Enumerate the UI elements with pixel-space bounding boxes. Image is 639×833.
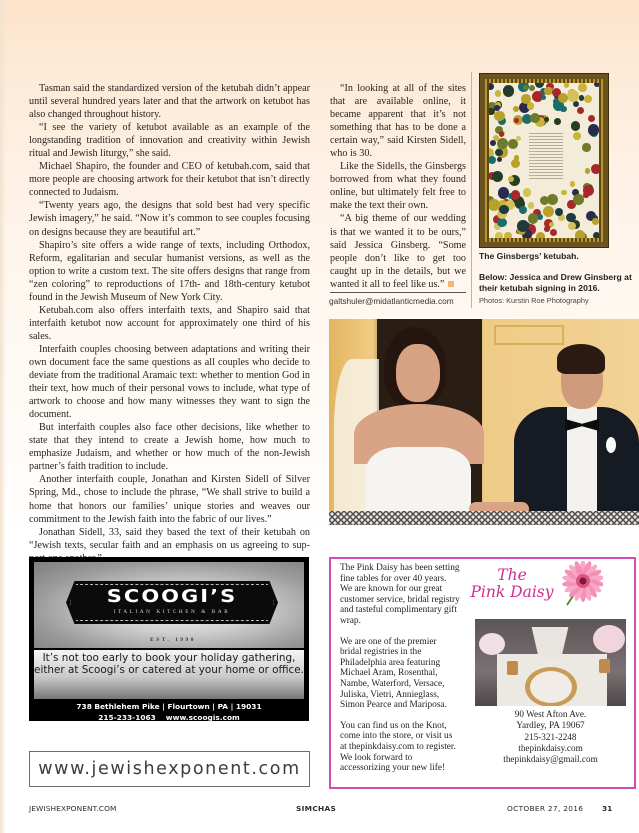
ketubah-decorative-dot xyxy=(517,220,529,232)
ketubah-decorative-dot xyxy=(511,190,520,199)
photo-wall-panel xyxy=(494,325,564,345)
ketubah-decorative-dot xyxy=(592,218,599,225)
ketubah-decorative-dot xyxy=(529,85,535,91)
scoogis-phone-web xyxy=(34,712,304,723)
article-paragraph: Interfaith couples choosing between adaptations and writing their own document face the same questions as all couples who decide to deviate from the traditional Aramaic text: whether to mention God in their text, how much of their personal vows to include, what type of artwork to choose and how many witnesses they want to sign the document. xyxy=(29,343,310,421)
pink-daisy-street: 90 West Afton Ave. xyxy=(514,709,587,719)
photo-boutonniere xyxy=(606,437,616,453)
ketubah-decorative-dot xyxy=(583,185,594,196)
pink-daisy-phone: 215-321-2248 xyxy=(524,731,577,742)
article-paragraph: Another interfaith couple, Jonathan and Kirsten Sidell of Silver Spring, Md., chose to include the phrase, “We shall strive to build a home that honors our families’ unique stories and weaves our commitment to the Jewish faith into the fabric of our lives.” xyxy=(29,474,310,525)
ketubah-decorative-dot xyxy=(549,222,554,227)
ketubah-decorative-dot xyxy=(543,206,554,217)
scoogis-ad[interactable] xyxy=(29,557,309,721)
pink-daisy-flower-icon xyxy=(557,561,603,607)
photo-plate xyxy=(530,671,572,703)
ketubah-decorative-dot xyxy=(528,202,534,208)
pink-daisy-description xyxy=(340,563,460,784)
ketubah-decorative-dot xyxy=(495,149,503,157)
ketubah-decorative-dot xyxy=(564,83,570,88)
end-of-article-mark-icon xyxy=(448,281,454,287)
ketubah-decorative-dot xyxy=(561,190,566,195)
ketubah-decorative-dot xyxy=(555,208,563,216)
scoogis-ad-background xyxy=(34,562,304,648)
article-paragraph-text: “A big theme of our wedding is that we wanted it to be ours,” said Jessica Ginsberg. “Some people don’t like to get too caught up in the details, but we wanted it all to feel like us.” xyxy=(330,213,466,290)
photo-table xyxy=(329,511,639,525)
pink-daisy-logo xyxy=(464,567,560,601)
ketubah-decorative-dot xyxy=(489,156,496,164)
article-paragraph-last xyxy=(330,212,466,290)
ketubah-decorative-dot xyxy=(495,232,503,238)
byline-divider xyxy=(330,292,466,293)
ketubah-decorative-dot xyxy=(523,85,528,90)
ketubah-decorative-dot xyxy=(490,140,496,146)
ketubah-decorative-dot xyxy=(577,107,584,114)
ketubah-text-block xyxy=(529,133,563,179)
ketubah-decorative-dot xyxy=(528,213,538,223)
ketubah-decorative-dot xyxy=(514,155,519,160)
pink-daisy-website-link[interactable]: thepinkdaisy.com xyxy=(518,742,583,753)
pink-daisy-logo-line1: The xyxy=(497,566,527,584)
article-paragraph: “In looking at all of the sites that are available online, it became apparent that it’s not something that has to be done a certain way,” said Kirsten Sidell, who is 30. xyxy=(330,83,466,160)
article-paragraph: Jonathan Sidell, 33, said they based the text of their ketubah on “Jewish texts, secular faith and an emphasis on us agreeing to sup xyxy=(29,526,310,551)
ketubah-decorative-dot xyxy=(582,143,590,151)
ketubah-decorative-dot xyxy=(499,205,509,215)
column-divider xyxy=(471,72,472,308)
pink-daisy-paragraph: You can find us on the Knot, come into the store, or visit us at thepinkdaisy.com to register. We look forward to accessorizing your new life! xyxy=(340,720,456,774)
ketubah-caption: The Ginsbergs’ ketubah. xyxy=(479,251,579,261)
ketubah-image xyxy=(479,73,609,248)
scoogis-phone: 215-233-1063 xyxy=(98,713,156,722)
ketubah-decorative-dot xyxy=(497,138,508,149)
ketubah-decorative-dot xyxy=(489,83,494,90)
photo-flowers-right xyxy=(593,625,625,653)
pink-daisy-contact xyxy=(475,709,626,765)
footer-date: OCTOBER 27, 2016 xyxy=(507,804,584,813)
ketubah-decorative-dot xyxy=(547,194,558,205)
ketubah-decorative-dot xyxy=(544,226,550,232)
ketubah-decorative-dot xyxy=(593,232,599,238)
ketubah-decorative-dot xyxy=(570,181,576,187)
pink-daisy-email-link[interactable]: thepinkdaisy@gmail.com xyxy=(503,754,598,765)
article-paragraph: Tasman said the standardized version of the ketubah didn’t appear until several hundred years later and that the artwork on ketubot has also changed throughout history. xyxy=(29,83,310,121)
ketubah-decorative-dot xyxy=(588,124,599,135)
ketubah-decorative-dot xyxy=(588,115,595,122)
ketubah-decorative-dot xyxy=(568,222,576,230)
ketubah-decorative-dot xyxy=(591,164,599,174)
article-paragraph: But interfaith couples also face other decisions, like whether to state that they intend to create a Jewish home, how much to emphasize Judaism, and whether or how much of the non-Jewish partner’s faith tradition to include. xyxy=(29,422,310,473)
ketubah-decorative-dot xyxy=(511,159,520,168)
scoogis-logo-name: SCOOGI’S xyxy=(106,585,238,607)
photo-candle-left xyxy=(507,661,518,675)
scoogis-website-link[interactable]: www.scoogis.com xyxy=(165,713,240,722)
ketubah-decorative-dot xyxy=(508,139,518,149)
pink-daisy-logo-line2: Pink Daisy xyxy=(470,583,554,601)
ketubah-decorative-dot xyxy=(584,95,592,103)
couple-photo xyxy=(329,319,639,525)
article-paragraph: Michael Shapiro, the founder and CEO of ketubah.com, said that more people are choosing artwork for their ketubot that isn’t directly connected to Judaism. xyxy=(29,161,310,199)
ketubah-decorative-dot xyxy=(536,232,546,238)
ketubah-decorative-dot xyxy=(494,111,505,122)
ketubah-decorative-dot xyxy=(567,90,579,102)
ketubah-decorative-dot xyxy=(578,83,587,92)
pink-daisy-city: Yardley, PA 19067 xyxy=(516,720,585,731)
ketubah-decorative-dot xyxy=(554,118,561,125)
photo-bride-face xyxy=(396,344,440,402)
photo-napkin xyxy=(527,627,573,657)
scoogis-message: It’s not too early to book your holiday gathering, either at Scoogi’s or catered at your home or office. xyxy=(34,650,304,699)
ketubah-decorative-dot xyxy=(573,194,584,205)
ketubah-decorative-dot xyxy=(571,121,581,131)
ketubah-decorative-dot xyxy=(550,229,557,236)
ketubah-decorative-dot xyxy=(573,132,581,140)
article-paragraph: Shapiro’s site offers a wide range of texts, including Orthodox, Reform, egalitarian and secular humanist versions, as well as the option to write a custom text. The site offers designs that range from “zen coloring” to reproductions of 17th- and 18th-century ketubot found in the Jewish Museum of New York City. xyxy=(29,239,310,303)
ketubah-decorative-dot xyxy=(541,95,546,100)
photo-credit: Photos: Kurstin Roe Photography xyxy=(479,296,589,305)
ketubah-decorative-dot xyxy=(575,230,585,238)
scoogis-address: 738 Bethlehem Pike | Flourtown | PA | 19031 xyxy=(76,702,262,711)
article-paragraph: “I see the variety of ketubot available as an example of the longstanding tradition of innovation and creativity within Jewish ritual and Jewish liturgy,” she said. xyxy=(29,122,310,160)
footer-section: SIMCHAS xyxy=(296,804,337,813)
pink-daisy-table-setting-photo xyxy=(475,619,626,706)
pink-daisy-paragraph: The Pink Daisy has been setting fine tables for over 40 years. We are known for our great customer service, bridal registry and tasteful complimentary gift wrap. xyxy=(340,563,460,626)
article-paragraph: Ketubah.com also offers interfaith texts, and Shapiro said that interfaith ketubot now account for approximately one third of his sales. xyxy=(29,304,310,342)
couple-caption: Below: Jessica and Drew Ginsberg at their ketubah signing in 2016. xyxy=(479,272,632,293)
ketubah-decorative-dot xyxy=(516,136,522,142)
ketubah-decorative-dot xyxy=(513,106,519,112)
page-edge xyxy=(0,0,6,833)
photo-flowers-left xyxy=(479,633,505,655)
ketubah-decorative-dot xyxy=(558,93,568,103)
ketubah-decorative-dot xyxy=(505,86,511,92)
ketubah-decorative-dot xyxy=(495,90,501,96)
ketubah-decorative-dot xyxy=(494,105,500,111)
ketubah-decorative-dot xyxy=(492,171,503,182)
article-paragraph: Like the Sidells, the Ginsbergs borrowed from what they found online, but ultimately felt free to make the text their own. xyxy=(330,161,466,212)
scoogis-contact xyxy=(34,701,304,723)
author-email-link[interactable]: galtshuler@midatlanticmedia.com xyxy=(329,296,454,306)
ketubah-decorative-dot xyxy=(585,168,591,174)
photo-candle-right xyxy=(599,659,610,673)
article-paragraph: “Twenty years ago, the designs that sold best had very specific Jewish imagery,” he said. “Now it’s common to see couples focusing on designs because they are beautiful art.” xyxy=(29,200,310,238)
ketubah-decorative-dot xyxy=(519,206,527,214)
scoogis-established: EST. 1990 xyxy=(150,637,196,643)
ketubah-decorative-dot xyxy=(523,188,532,197)
page-number: 31 xyxy=(602,804,613,813)
pink-daisy-paragraph: We are one of the premier bridal registries in the Philadelphia area featuring Michael Aram, Rosenthal, Nambe, Waterford, Versace, Juliska, Vietri, Annieglass, Simon Pearce and Mariposa. xyxy=(340,636,447,711)
photo-groom-hair xyxy=(557,344,605,374)
article-column-1 xyxy=(29,82,310,565)
scoogis-logo-tagline: ITALIAN KITCHEN & BAR xyxy=(113,609,231,615)
article-column-2 xyxy=(330,82,466,291)
pink-daisy-ad[interactable] xyxy=(329,557,636,789)
ketubah-decorative-dot xyxy=(594,83,599,87)
ketubah-decorative-dot xyxy=(579,95,585,101)
ketubah-decorative-dot xyxy=(504,232,512,238)
ketubah-decorative-dot xyxy=(497,157,502,162)
footer-site-link[interactable]: JEWISHEXPONENT.COM xyxy=(29,804,117,813)
jewish-exponent-url-ad[interactable]: www.jewishexponent.com xyxy=(29,751,310,787)
ketubah-decorative-dot xyxy=(499,131,505,137)
ketubah-artwork xyxy=(489,83,599,238)
